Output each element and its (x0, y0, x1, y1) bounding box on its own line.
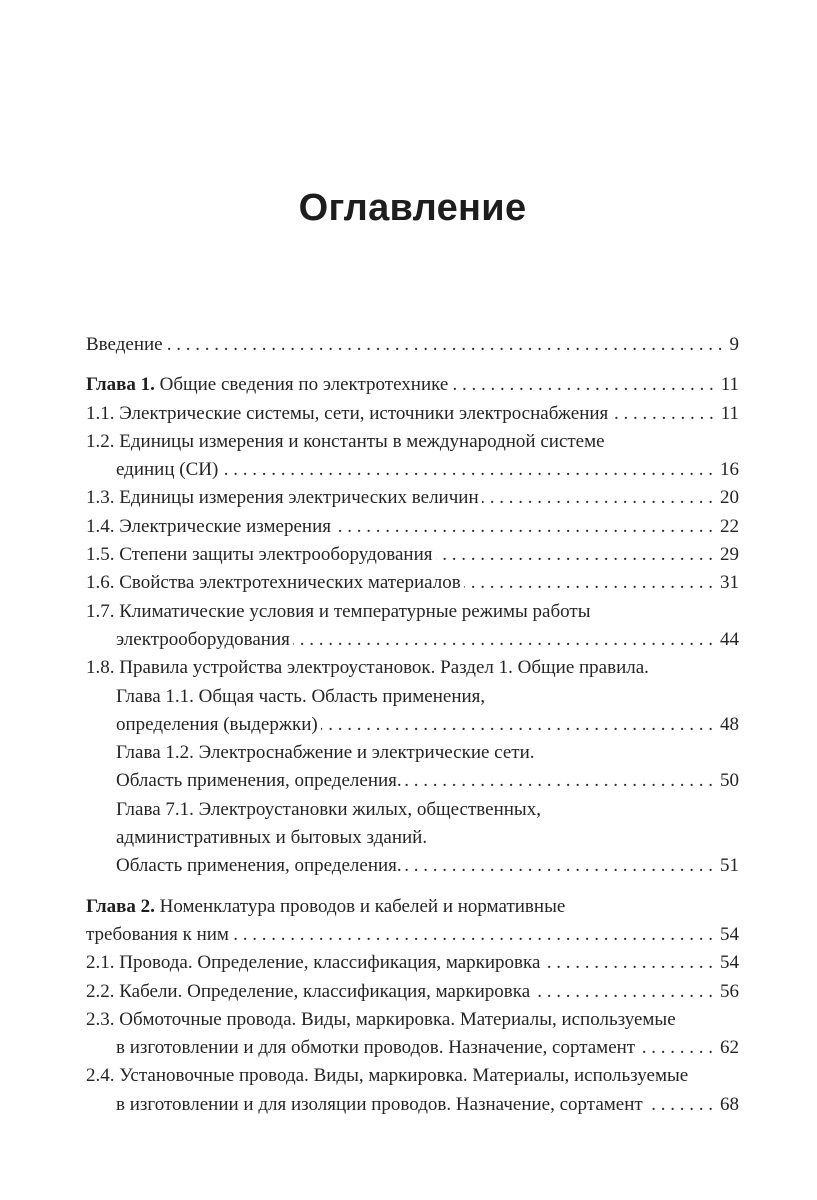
dot-leader (232, 921, 713, 949)
toc-entry-text: Глава 1. Общие сведения по электротехнике (86, 374, 449, 396)
toc-entry-text: электрооборудования (116, 628, 290, 650)
toc-entry (86, 1091, 739, 1119)
dot-leader (451, 371, 713, 399)
dot-leader (321, 711, 713, 739)
page-number: 62 (720, 1037, 739, 1059)
toc-entry-text: Глава 1.1. Общая часть. Область применения, (116, 685, 486, 707)
toc-entry-text: Область применения, определения. (116, 855, 402, 877)
page-number: 31 (720, 572, 739, 594)
page-number: 11 (720, 374, 739, 396)
toc-entry (86, 1006, 739, 1034)
page-number: 68 (720, 1093, 739, 1115)
toc-entry-text: административных и бытовых зданий. (116, 827, 428, 849)
toc-entry-text: 2.4. Установочные провода. Виды, маркировка. Материалы, используемые (86, 1065, 689, 1087)
toc-entry-text: 2.1. Провода. Определение, классификация, маркировка (86, 952, 541, 974)
toc-entry (86, 921, 739, 949)
dot-leader (638, 1034, 713, 1062)
dot-leader (533, 978, 713, 1006)
toc-entry (86, 331, 739, 359)
toc-entry-text: 1.2. Единицы измерения и константы в международной системе (86, 430, 605, 452)
page-number: 44 (720, 628, 739, 650)
dot-leader (482, 484, 713, 512)
toc-entry-text: в изготовлении и для изоляции проводов. Назначение, сортамент (116, 1093, 643, 1115)
toc-entry-text: 1.3. Единицы измерения электрических величин (86, 487, 479, 509)
toc-entry-text: Область применения, определения. (116, 770, 402, 792)
toc-entry (86, 683, 739, 711)
page-number: 20 (720, 487, 739, 509)
toc-entry-chapter-label: Глава 2. (86, 895, 160, 917)
toc-entry (86, 796, 739, 824)
toc-entry (86, 1034, 739, 1062)
toc-entry-text: Введение (86, 334, 163, 355)
dot-leader (405, 852, 713, 880)
page-number: 48 (720, 713, 739, 735)
toc-entry-text: Глава 7.1. Электроустановки жилых, общественных, (116, 798, 541, 820)
page-number: 11 (720, 402, 739, 424)
toc-entry-text: 1.6. Свойства электротехнических материалов (86, 572, 461, 594)
toc-entry (86, 1062, 739, 1090)
toc-entry (86, 626, 739, 654)
toc-entry (86, 711, 739, 739)
toc-entry-text: 1.7. Климатические условия и температурные режимы работы (86, 600, 591, 622)
page-number: 22 (720, 515, 739, 537)
toc-entry-text: Глава 2. Номенклатура проводов и кабелей и нормативные (86, 895, 566, 917)
toc-entry (86, 949, 739, 977)
toc-entry (86, 371, 739, 399)
page-title: Оглавление (298, 187, 527, 229)
page-number: 50 (720, 770, 739, 792)
toc-entry (86, 739, 739, 767)
toc-entry (86, 400, 739, 428)
dot-leader (611, 400, 713, 428)
toc-entry-text: 1.4. Электрические измерения (86, 515, 331, 537)
toc-entry (86, 428, 739, 456)
page-number: 51 (720, 855, 739, 877)
toc-entry (86, 852, 739, 880)
dot-leader (293, 626, 713, 654)
toc-entry-text: 2.3. Обмоточные провода. Виды, маркировка. Материалы, используемые (86, 1008, 676, 1030)
toc-entry (86, 978, 739, 1006)
toc-entry-text: 1.8. Правила устройства электроустановок. Раздел 1. Общие правила. (86, 657, 649, 679)
toc-entry (86, 541, 739, 569)
toc-entry-text: Глава 1.2. Электроснабжение и электрические сети. (116, 742, 535, 764)
toc-entry-text: 2.2. Кабели. Определение, классификация, маркировка (86, 980, 531, 1002)
dot-leader (436, 541, 713, 569)
toc-entry (86, 513, 739, 541)
page-number: 54 (720, 952, 739, 974)
dot-leader (646, 1091, 713, 1119)
toc-entry (86, 456, 739, 484)
page-number: 9 (729, 334, 739, 355)
dot-leader (464, 569, 713, 597)
toc-entry-text: в изготовлении и для обмотки проводов. Назначение, сортамент (116, 1037, 636, 1059)
toc-entry (86, 569, 739, 597)
dot-leader (543, 949, 713, 977)
toc-entry (86, 824, 739, 852)
toc-entry-text: 1.1. Электрические системы, сети, источники электроснабжения (86, 402, 609, 424)
dot-leader (166, 331, 723, 359)
toc-entry (86, 893, 739, 921)
page-number: 56 (720, 980, 739, 1002)
toc-entry (86, 767, 739, 795)
toc-entry (86, 654, 739, 682)
toc-entry-text: определения (выдержки) (116, 713, 318, 735)
toc-entry (86, 484, 739, 512)
dot-leader (405, 767, 713, 795)
toc-entry-text: единиц (СИ) (116, 459, 219, 481)
toc-entry (86, 598, 739, 626)
page-number: 29 (720, 544, 739, 566)
toc-entry-text: требования к ним (86, 923, 229, 945)
table-of-contents (86, 331, 739, 1119)
dot-leader (221, 456, 713, 484)
page-number: 54 (720, 923, 739, 945)
dot-leader (334, 513, 713, 541)
toc-entry-text: 1.5. Степени защиты электрооборудования (86, 544, 433, 566)
toc-entry-chapter-label: Глава 1. (86, 374, 160, 396)
page-number: 16 (720, 459, 739, 481)
